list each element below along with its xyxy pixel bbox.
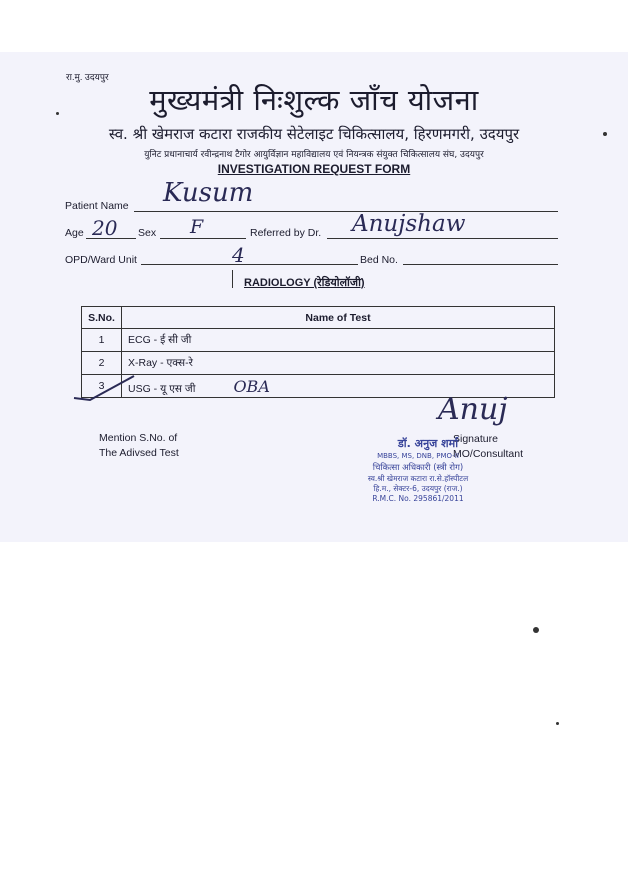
section-mark bbox=[232, 270, 233, 288]
referred-line bbox=[327, 238, 558, 239]
bed-line bbox=[403, 264, 558, 265]
tests-table bbox=[81, 306, 555, 398]
stamp-rmc-number: R.M.C. No. 295861/2011 bbox=[372, 494, 464, 503]
row-handwritten-note: OBA bbox=[233, 376, 270, 396]
table-row bbox=[82, 329, 555, 352]
stray-dot bbox=[56, 112, 59, 115]
row-sno: 2 bbox=[82, 352, 122, 375]
mention-line-2: The Adivsed Test bbox=[99, 447, 179, 459]
row-test bbox=[122, 329, 555, 352]
stamp-qualifications: MBBS, MS, DNB, PMO-II bbox=[377, 452, 459, 460]
row-test-label: X-Ray - एक्स-रे bbox=[128, 357, 193, 369]
tick-mark-icon bbox=[70, 372, 140, 404]
scheme-title: मुख्यमंत्री निःशुल्क जाँच योजना bbox=[149, 83, 479, 117]
section-radiology: RADIOLOGY (रेडियोलॉजी) bbox=[244, 277, 365, 289]
sex-line bbox=[160, 238, 246, 239]
row-test bbox=[122, 352, 555, 375]
stamp-hospital: स्व.श्री खेमराज कटारा रा.से.हॉस्पीटल bbox=[367, 474, 469, 483]
signature-label: Signature bbox=[453, 433, 498, 445]
opd-value: 4 bbox=[232, 243, 245, 267]
patient-name-label: Patient Name bbox=[65, 200, 129, 212]
form-title: INVESTIGATION REQUEST FORM bbox=[217, 162, 411, 176]
sex-label: Sex bbox=[138, 227, 157, 239]
stamp-address: हि.म., सेक्टर-6, उदयपुर (राज.) bbox=[373, 484, 463, 493]
hospital-name: स्व. श्री खेमराज कटारा राजकीय सेटेलाइट चिकित्सालय, हिरणमगरी, उदयपुर bbox=[108, 125, 520, 143]
signature-scrawl: Anuj bbox=[438, 392, 508, 427]
opd-label: OPD/Ward Unit bbox=[65, 254, 137, 266]
test-name-header: Name of Test bbox=[122, 307, 555, 329]
age-value: 20 bbox=[92, 216, 118, 240]
table-row bbox=[82, 352, 555, 375]
row-test-label: USG - यू एस जी bbox=[128, 382, 196, 395]
row-sno: 3 bbox=[82, 375, 122, 398]
row-sno: 1 bbox=[82, 329, 122, 352]
bed-label: Bed No. bbox=[360, 254, 398, 266]
opd-line bbox=[141, 264, 358, 265]
ramu-label: रा.मु. उदयपुर bbox=[66, 72, 109, 82]
age-label: Age bbox=[65, 227, 84, 239]
sno-header: S.No. bbox=[82, 307, 122, 329]
referred-label: Referred by Dr. bbox=[250, 227, 322, 239]
referred-value: Anujshaw bbox=[352, 211, 466, 237]
sex-value: F bbox=[190, 216, 204, 238]
unit-line: युनिट प्रधानाचार्य रवीन्द्रनाथ टैगोर आयुर्विज्ञान महाविद्यालय एवं नियन्त्रक संयुक्त चिकित्सालय संघ, उदयपुर bbox=[144, 150, 484, 160]
mo-consultant-label: MO/Consultant bbox=[453, 448, 524, 460]
stray-dot bbox=[533, 627, 539, 633]
patient-name-value: Kusum bbox=[163, 178, 254, 208]
stray-dot bbox=[556, 722, 559, 725]
patient-name-line bbox=[134, 211, 558, 212]
stamp-doctor-name: डॉ. अनुज शर्मा bbox=[397, 437, 459, 450]
table-header-row bbox=[82, 307, 555, 329]
mention-line-1: Mention S.No. of bbox=[99, 432, 178, 444]
row-test-label: ECG - ई सी जी bbox=[128, 334, 192, 346]
stray-dot bbox=[603, 132, 607, 136]
stamp-designation: चिकित्सा अधिकारी (स्त्री रोग) bbox=[372, 463, 464, 473]
